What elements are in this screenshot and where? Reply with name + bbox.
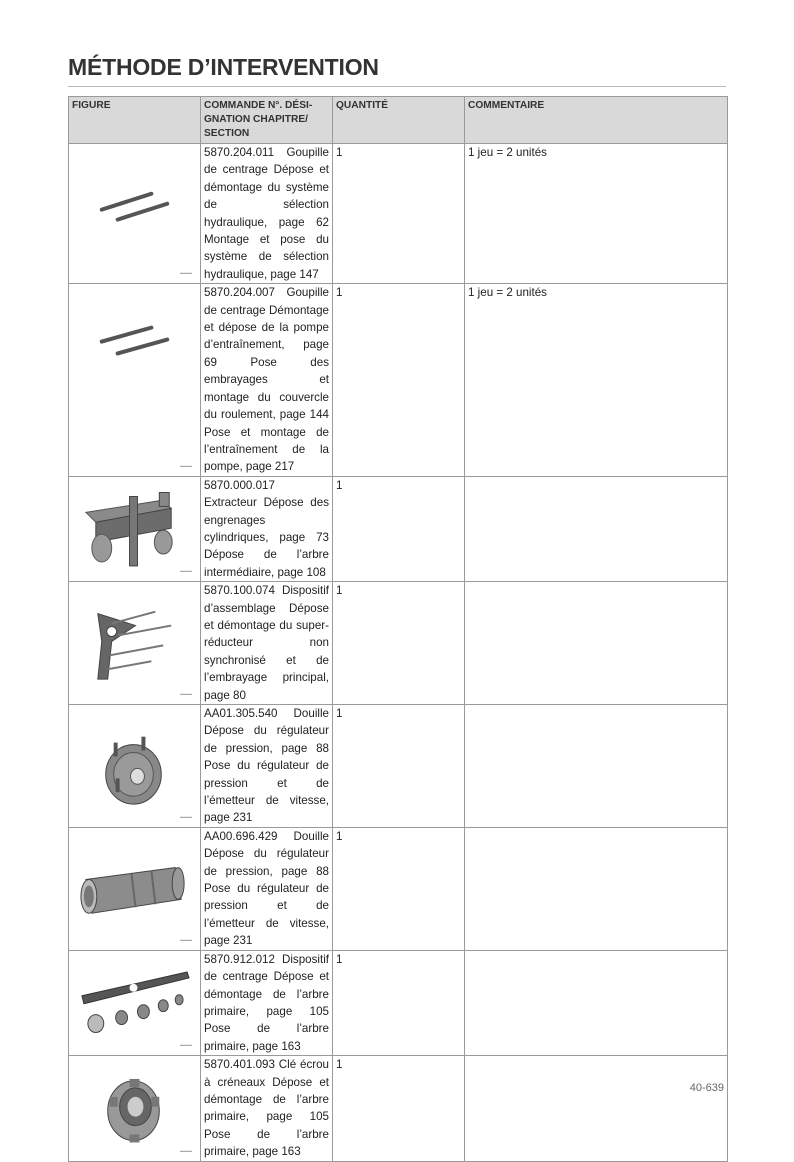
table-row [69,705,728,828]
figure-cell [69,950,201,1055]
comment-cell [465,827,728,950]
figure-cell [69,284,201,476]
assembly-device-icon [72,585,197,701]
sleeve-icon [72,831,197,947]
table-row [69,582,728,705]
comment-cell [465,950,728,1055]
figure-cell [69,582,201,705]
table-row [69,476,728,581]
quantity-cell: 1 [333,476,465,581]
quantity-cell: 1 [333,284,465,476]
centering-device-icon [72,954,197,1052]
figure-ref: ▬▬▬ [180,1147,192,1153]
figure-ref: ▬▬▬ [180,813,192,819]
command-cell: AA01.305.540 Douille Dépose du régulateur de pression, page 88 Pose du régulateur de pression et de l’émetteur de vitesse, page 231 [201,705,333,828]
quantity-cell: 1 [333,950,465,1055]
comment-cell: 1 jeu = 2 unités [465,144,728,284]
header-figure: FIGURE [69,97,201,144]
command-cell: 5870.401.093 Clé écrou à créneaux Dépose et démontage de l’arbre primaire, page 105 Pose de l’arbre primaire, page 163 [201,1056,333,1161]
title-divider [68,86,726,87]
comment-cell [465,705,728,828]
figure-ref: ▬▬▬ [180,691,192,696]
puller-icon [72,480,197,578]
quantity-cell: 1 [333,144,465,284]
figure-cell [69,827,201,950]
figure-ref: ▬▬▬ [180,568,192,574]
comment-cell [465,582,728,705]
figure-cell [69,1056,201,1161]
figure-ref: ▬▬▬ [180,462,192,468]
quantity-cell: 1 [333,827,465,950]
table-row [69,144,728,284]
page-title: MÉTHODE D’INTERVENTION [68,54,379,80]
table-header-row [69,97,728,144]
figure-ref: ▬▬▬ [180,270,192,276]
table-row [69,827,728,950]
centering-pins-icon [72,287,197,472]
centering-pins-icon [72,147,197,280]
figure-cell [69,476,201,581]
figure-cell [69,705,201,828]
comment-cell: 1 jeu = 2 unités [465,284,728,476]
quantity-cell: 1 [333,1056,465,1161]
tools-table [68,96,728,1162]
command-cell: 5870.912.012 Dispositif de centrage Dépose et démontage de l’arbre primaire, page 105 Pose de l’arbre primaire, page 163 [201,950,333,1055]
figure-cell [69,144,201,284]
comment-cell [465,1056,728,1161]
quantity-cell: 1 [333,582,465,705]
command-cell: 5870.204.007 Goupille de centrage Démontage et dépose de la pompe d’entraînement, page 69 Pose des embrayages et montage du couvercle du roulement, page 144 Pose et montage de l’entraînement de la pompe, page 217 [201,284,333,476]
header-quantity: QUANTITÉ [333,97,465,144]
comment-cell [465,476,728,581]
table-row [69,284,728,476]
header-comment: COMMENTAIRE [465,97,728,144]
page-number: 40-639 [689,1082,724,1094]
command-cell: AA00.696.429 Douille Dépose du régulateur de pression, page 88 Pose du régulateur de pression et de l’émetteur de vitesse, page 231 [201,827,333,950]
table-row [69,1056,728,1161]
figure-ref: ▬▬▬ [180,936,192,942]
header-command: COMMANDE N°. DÉSI-GNATION CHAPITRE/ SECTION [201,97,333,144]
command-cell: 5870.000.017 Extracteur Dépose des engrenages cylindriques, page 73 Dépose de l’arbre intermédiaire, page 108 [201,476,333,581]
quantity-cell: 1 [333,705,465,828]
table-row [69,950,728,1055]
figure-ref: ▬▬▬ [180,1042,192,1048]
socket-pins-icon [72,708,197,824]
castle-nut-wrench-icon [72,1059,197,1157]
command-cell: 5870.204.011 Goupille de centrage Dépose et démontage du système de sélection hydraulique, page 62 Montage et pose du système de sélection hydraulique, page 147 [201,144,333,284]
command-cell: 5870.100.074 Dispositif d’assemblage Dépose et démontage du super-réducteur non synchronisé et de l’embrayage principal, page 80 [201,582,333,705]
